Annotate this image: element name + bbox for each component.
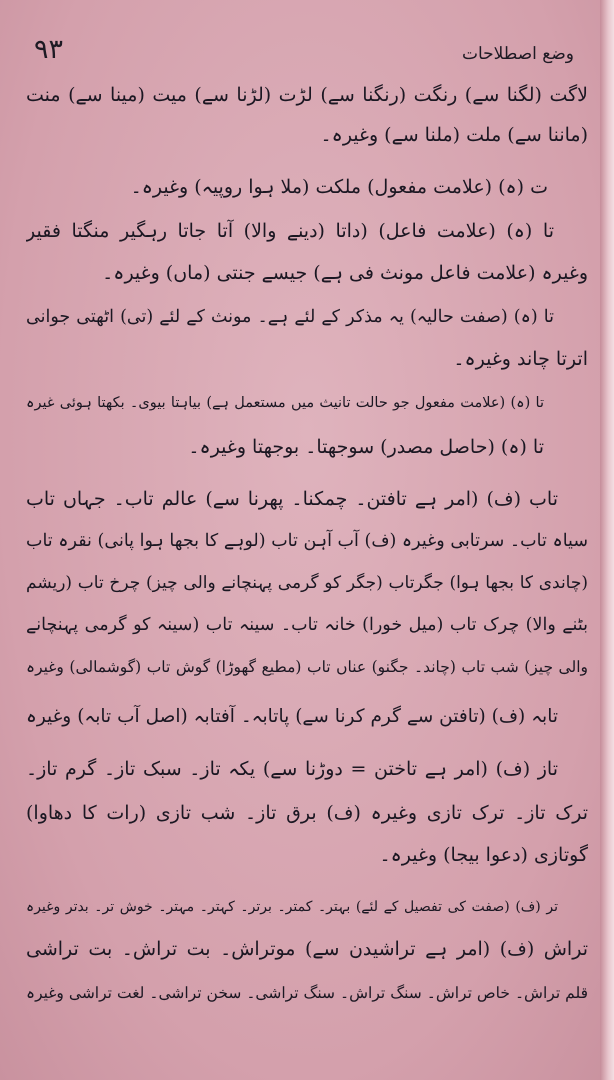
text-line: تاب (ف) (امر ہے تافتن۔ چمکنا۔ پھرنا سے) عالم تاب۔ جہاں تاب <box>26 488 558 510</box>
text-line: تا (ہ) (علامت مفعول جو حالت تانیث میں مستعمل ہے) بیاہتا بیوی۔ بکھتا ہوئی غیرہ <box>26 395 544 411</box>
text-line: (چاندی کا بجھا ہوا) جگرتاب (جگر کو گرمی پہنچانے والی چیز) چرخ تاب (ریشم <box>26 573 588 593</box>
text-line: گوتازی (دعوا بیجا) وغیرہ۔ <box>379 844 588 866</box>
text-line: تاز (ف) (امر ہے تاختن = دوڑنا سے) یکہ تاز۔ سبک تاز۔ گرم تاز۔ <box>26 758 558 780</box>
text-line: تر (ف) (صفت کی تفصیل کے لئے) بہتر۔ کمتر۔ برتر۔ کہتر۔ مہتر۔ خوش تر۔ بدتر وغیرہ <box>26 899 558 915</box>
text-line: ترک تاز۔ ترک تازی وغیرہ (ف) برق تاز۔ شب تازی (رات کا دھاوا) <box>26 802 588 824</box>
text-line: تابہ (ف) (تافتن سے گرم کرنا سے) پاتابہ۔ آفتابہ (اصل آب تابہ) وغیرہ <box>26 706 558 727</box>
text-line: تراش (ف) (امر ہے تراشیدن سے) موتراش۔ بت تراش۔ بت تراشی <box>26 938 588 960</box>
text-line: وغیرہ (علامت فاعل مونث فی ہے) جیسے جنتی (ماں) وغیرہ۔ <box>102 262 588 284</box>
text-line: والی چیز) شب تاب (چاند۔ جگنو) عناں تاب (مطیع گھوڑا) گوش تاب (گوشمالی) وغیرہ <box>26 658 588 676</box>
running-head: وضع اصطلاحات <box>461 44 574 64</box>
text-line: تا (ہ) (حاصل مصدر) سوجھتا۔ بوجھتا وغیرہ۔ <box>188 436 544 458</box>
text-line: بٹنے والا) چرک تاب (میل خورا) خانہ تاب۔ سینہ تاب (سینہ کو گرمی پہنچانے <box>26 615 588 635</box>
text-line: سیاہ تاب۔ سرتابی وغیرہ (ف) آب آہن تاب (لوہے کا بجھا ہوا پانی) نقرہ تاب <box>26 531 588 551</box>
text-line: تا (ہ) (علامت فاعل) (داتا (دینے والا) آتا جاتا رہگیر منگتا فقیر <box>26 220 554 242</box>
page-number: ۹۳ <box>34 34 64 65</box>
text-line: لاگت (لگنا سے) رنگت (رنگنا سے) لڑت (لڑنا سے) میت (مینا سے) منت <box>26 84 588 106</box>
text-line: تا (ہ) (صفت حالیہ) یہ مذکر کے لئے ہے۔ مونث کے لئے (تی) اٹھتی جوانی <box>26 307 554 327</box>
text-line: ت (ہ) (علامت مفعول) ملکت (ملا ہوا روپیہ) وغیرہ۔ <box>130 176 548 198</box>
page-edge <box>600 0 614 1080</box>
text-line: قلم تراش۔ خاص تراش۔ سنگ تراش۔ سنگ تراشی۔ سخن تراشی۔ لغت تراشی وغیرہ <box>26 984 588 1002</box>
text-line: (ماننا سے) ملت (ملنا سے) وغیرہ۔ <box>320 124 588 146</box>
text-line: اترتا چاند وغیرہ۔ <box>453 348 588 370</box>
